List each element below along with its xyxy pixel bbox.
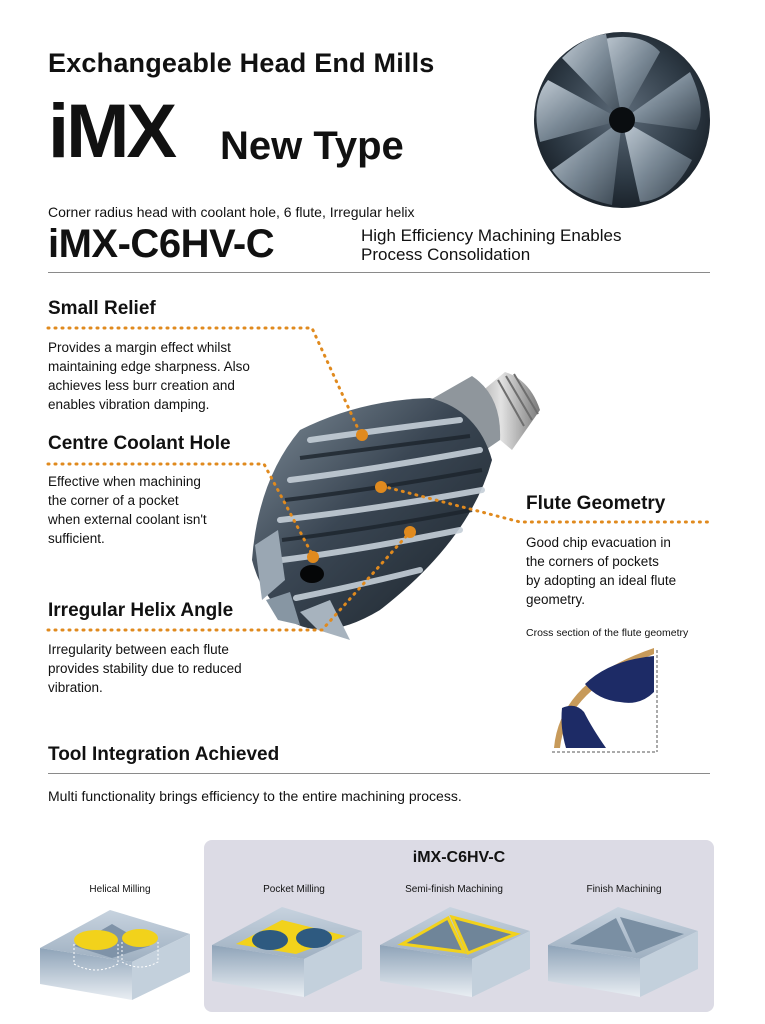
- step-label-helical-milling: Helical Milling: [89, 884, 151, 895]
- brand-suffix: New Type: [220, 124, 404, 168]
- panel-title: iMX-C6HV-C: [412, 849, 506, 866]
- flute-cross-section-diagram: [552, 648, 657, 752]
- feature-coolant-hole-text: Effective when machining the corner of a pocket when external coolant isn't sufficient.: [48, 474, 207, 546]
- integration-description: Multi functionality brings efficiency to the entire machining process.: [48, 788, 462, 804]
- callout-dot-flute-geometry: [375, 481, 387, 493]
- feature-coolant-hole-title: Centre Coolant Hole: [48, 433, 231, 454]
- callout-dot-coolant-hole: [307, 551, 319, 563]
- tool-end-view: [534, 32, 710, 208]
- feature-flute-geometry-title: Flute Geometry: [526, 493, 666, 514]
- brand-logo-text: iMX: [48, 89, 175, 174]
- feature-small-relief-text: Provides a margin effect whilst maintaining edge sharpness. Also achieves less burr creation and enables vibration damping.: [48, 340, 250, 412]
- feature-small-relief-title: Small Relief: [48, 298, 156, 319]
- integration-title: Tool Integration Achieved: [48, 744, 280, 765]
- cross-section-caption: Cross section of the flute geometry: [526, 627, 689, 639]
- callout-dot-helix-angle: [404, 526, 416, 538]
- step-label-pocket-milling: Pocket Milling: [263, 884, 325, 895]
- feature-helix-angle-title: Irregular Helix Angle: [48, 600, 234, 621]
- product-tagline: High Efficiency Machining Enables Process Consolidation: [361, 226, 622, 264]
- product-model: iMX-C6HV-C: [48, 222, 275, 266]
- step-label-semi-finish: Semi-finish Machining: [405, 884, 503, 895]
- product-subtitle: Corner radius head with coolant hole, 6 flute, Irregular helix: [48, 204, 415, 220]
- step-label-finish: Finish Machining: [586, 884, 662, 895]
- callout-dot-small-relief: [356, 429, 368, 441]
- feature-flute-geometry-text: Good chip evacuation in the corners of pockets by adopting an ideal flute geometry.: [526, 535, 677, 607]
- process-block-helical: [40, 910, 190, 1000]
- tool-head-illustration: [252, 372, 540, 640]
- feature-helix-angle-text: Irregularity between each flute provides stability due to reduced vibration.: [48, 642, 242, 695]
- page-title: Exchangeable Head End Mills: [48, 48, 435, 78]
- header-divider: [48, 272, 710, 273]
- integration-divider: [48, 773, 710, 774]
